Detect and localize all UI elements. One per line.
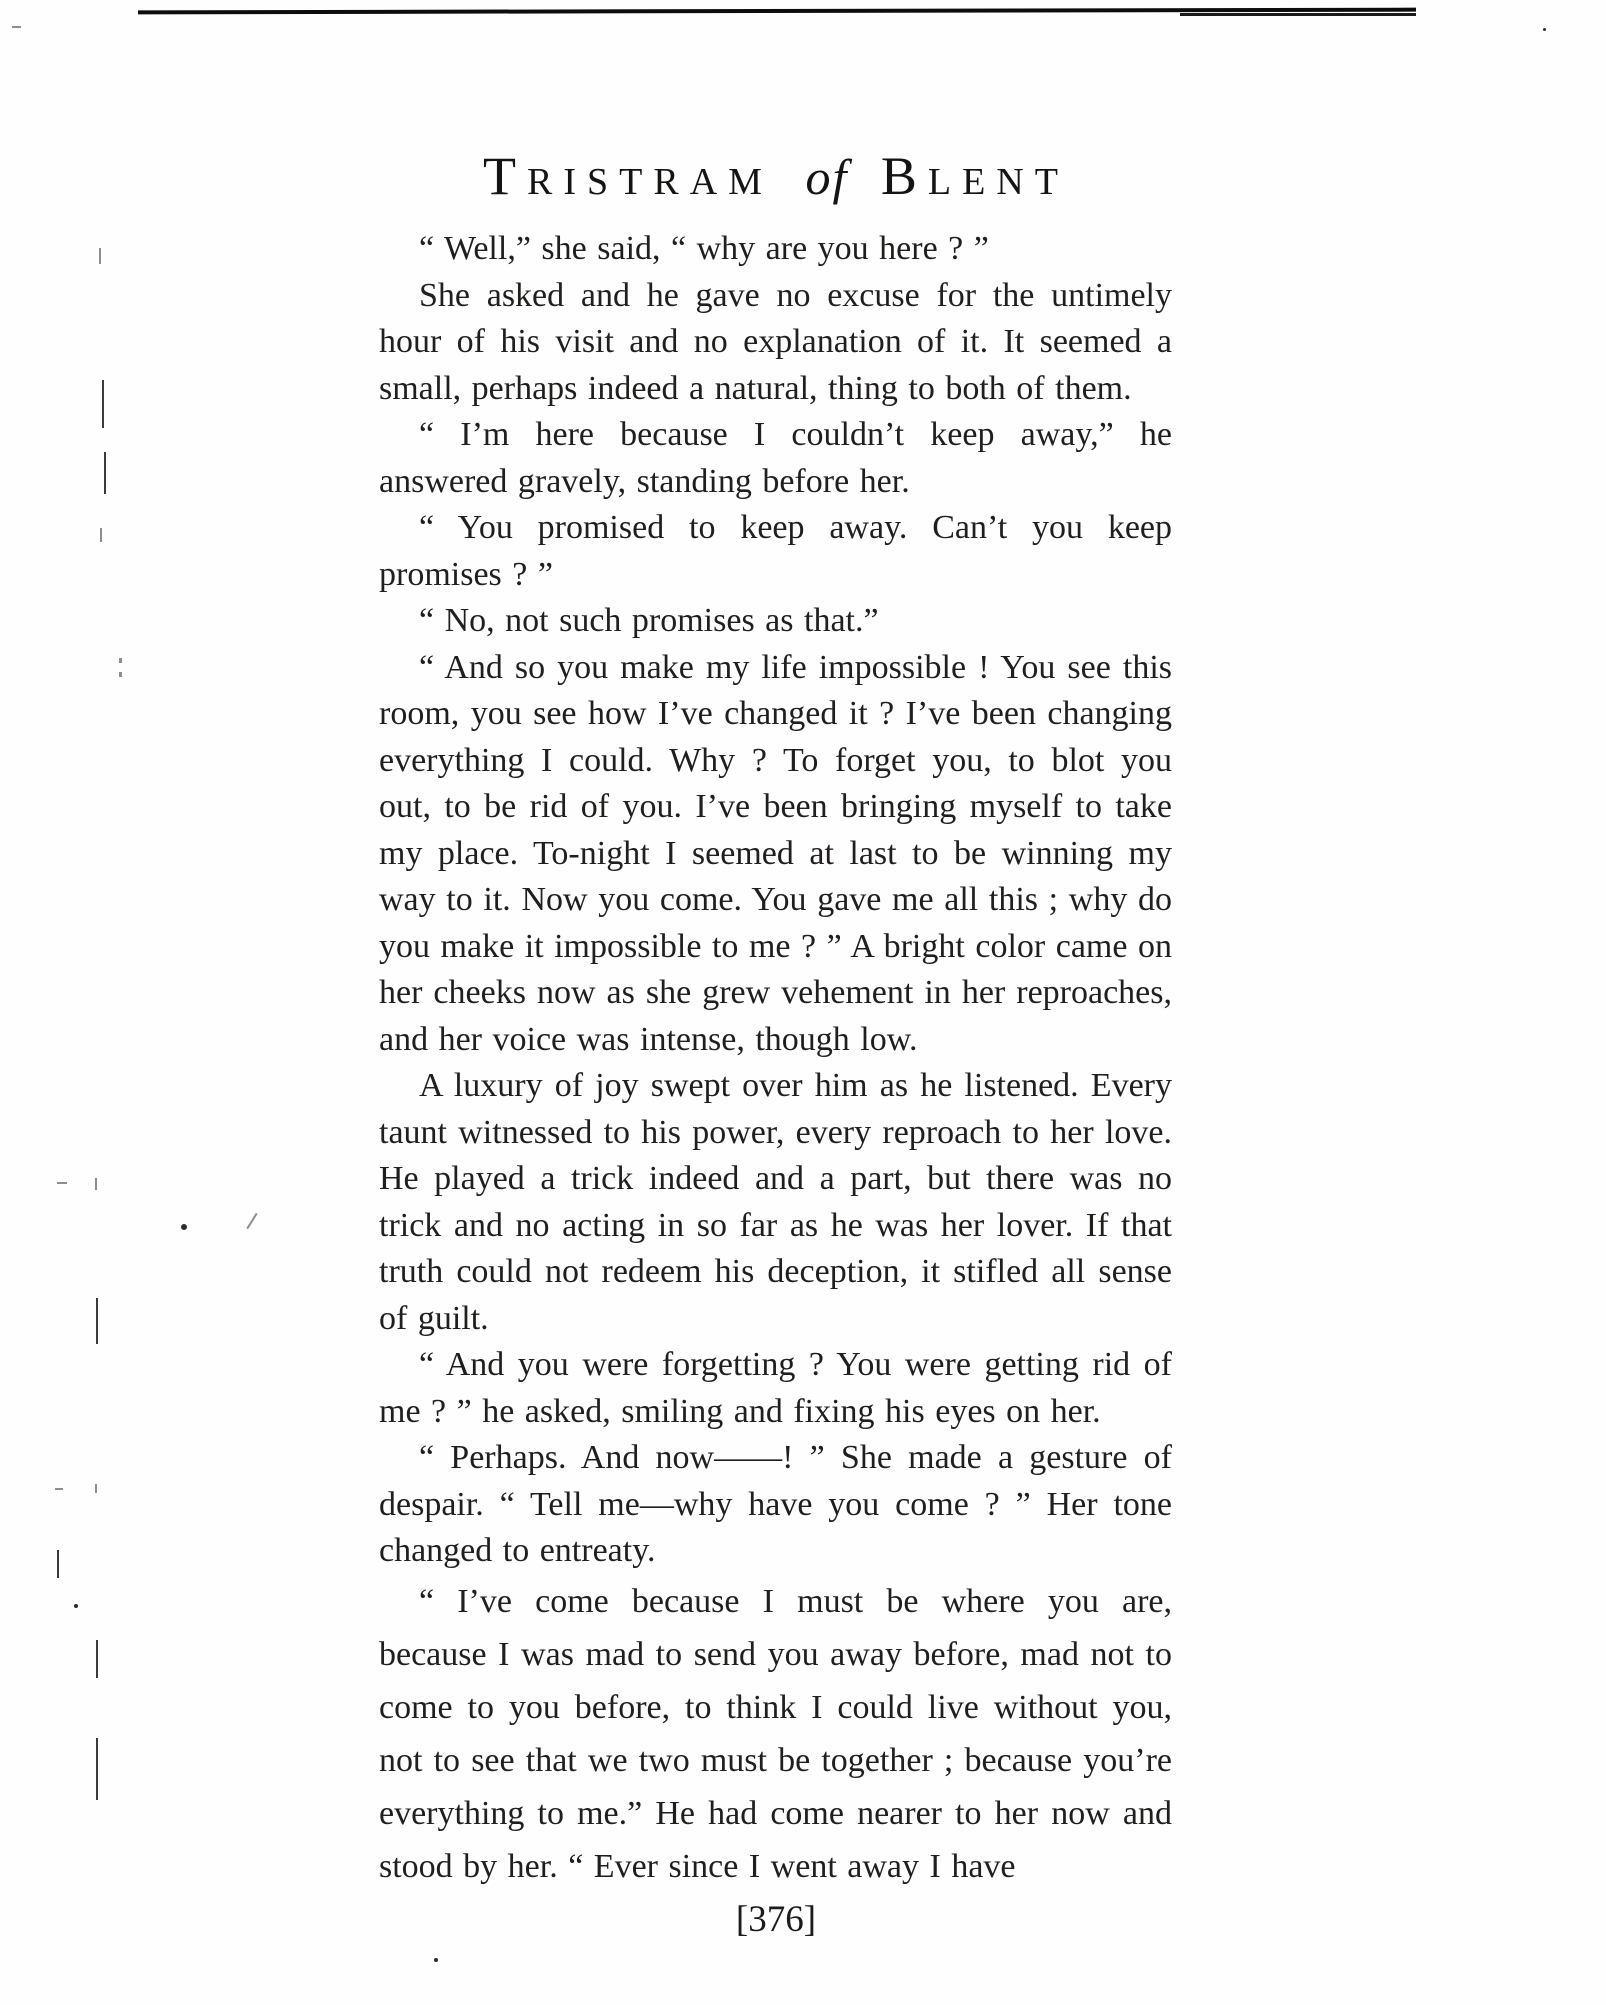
scan-artifact (119, 658, 122, 663)
paragraph: “ You promised to keep away. Can’t you keep promises ? ” (379, 509, 1172, 593)
page-text (379, 226, 1172, 1893)
title-word-2: Blent (880, 146, 1069, 206)
scan-artifact (12, 26, 21, 28)
scan-artifact (100, 528, 102, 542)
scan-artifact (246, 1213, 257, 1229)
page-number: [376] (735, 1899, 817, 1940)
scan-artifact (95, 1178, 97, 1190)
scan-artifact (55, 1488, 63, 1490)
scan-artifact (1180, 13, 1416, 16)
paragraph: “ And so you make my life impossible ! You see this room, you see how I’ve changed it ? I’ve been changing everything I could. Why ? To forget you, to blot you out, to be rid of you. I’ve been bringing myself to take my place. To-night I seemed at last to be winning my way to it. Now you come. You gave me all this ; why do you make it impossible to me ? ” A bright color came on her cheeks now as she grew vehement in her reproaches, and her voice was intense, though low. (379, 648, 1172, 1058)
paragraph: “ And you were forgetting ? You were getting rid of me ? ” he asked, smiling and fixing his eyes on her. (379, 1346, 1172, 1430)
scan-artifact (102, 380, 104, 428)
scan-artifact (104, 452, 106, 494)
title-word-1: Tristram (483, 146, 773, 206)
paragraph: She asked and he gave no excuse for the untimely hour of his visit and no explanation of it. It seemed a small, perhaps indeed a natural, thing to both of them. (379, 276, 1172, 407)
scan-artifact (74, 1604, 78, 1608)
scan-artifact (181, 1224, 187, 1230)
title-conjunction: of (805, 149, 849, 205)
scan-artifact (95, 1484, 97, 1493)
scan-artifact (96, 1738, 98, 1800)
scan-artifact (57, 1550, 59, 1578)
scan-artifact (434, 1958, 438, 1962)
paragraph: “ I’m here because I couldn’t keep away,” he answered gravely, standing before her. (379, 416, 1172, 500)
scan-artifact (96, 1640, 98, 1678)
scan-artifact (57, 1182, 67, 1184)
scan-artifact (1543, 28, 1546, 31)
paragraph: “ No, not such promises as that.” (419, 602, 879, 639)
running-head-title (380, 146, 1172, 207)
scan-artifact (119, 672, 122, 677)
paragraph: “ Well,” she said, “ why are you here ? ” (419, 230, 989, 267)
paragraph: “ I’ve come because I must be where you are, because I was mad to send you away before, mad not to come to you before, to think I could live without you, not to see that we two must be together ; because you’re everything to me.” He had come nearer to her now and stood by her. “ Ever since I went away I have (379, 1582, 1172, 1885)
paragraph: A luxury of joy swept over him as he listened. Every taunt witnessed to his power, every reproach to her love. He played a trick indeed and a part, but there was no trick and no acting in so far as he was her lover. If that truth could not redeem his deception, it stifled all sense of guilt. (379, 1067, 1172, 1337)
paragraph: “ Perhaps. And now——! ” She made a gesture of despair. “ Tell me—why have you come ? ” Her tone changed to entreaty. (379, 1439, 1172, 1569)
scan-artifact (96, 1298, 98, 1344)
scan-artifact (99, 248, 101, 264)
